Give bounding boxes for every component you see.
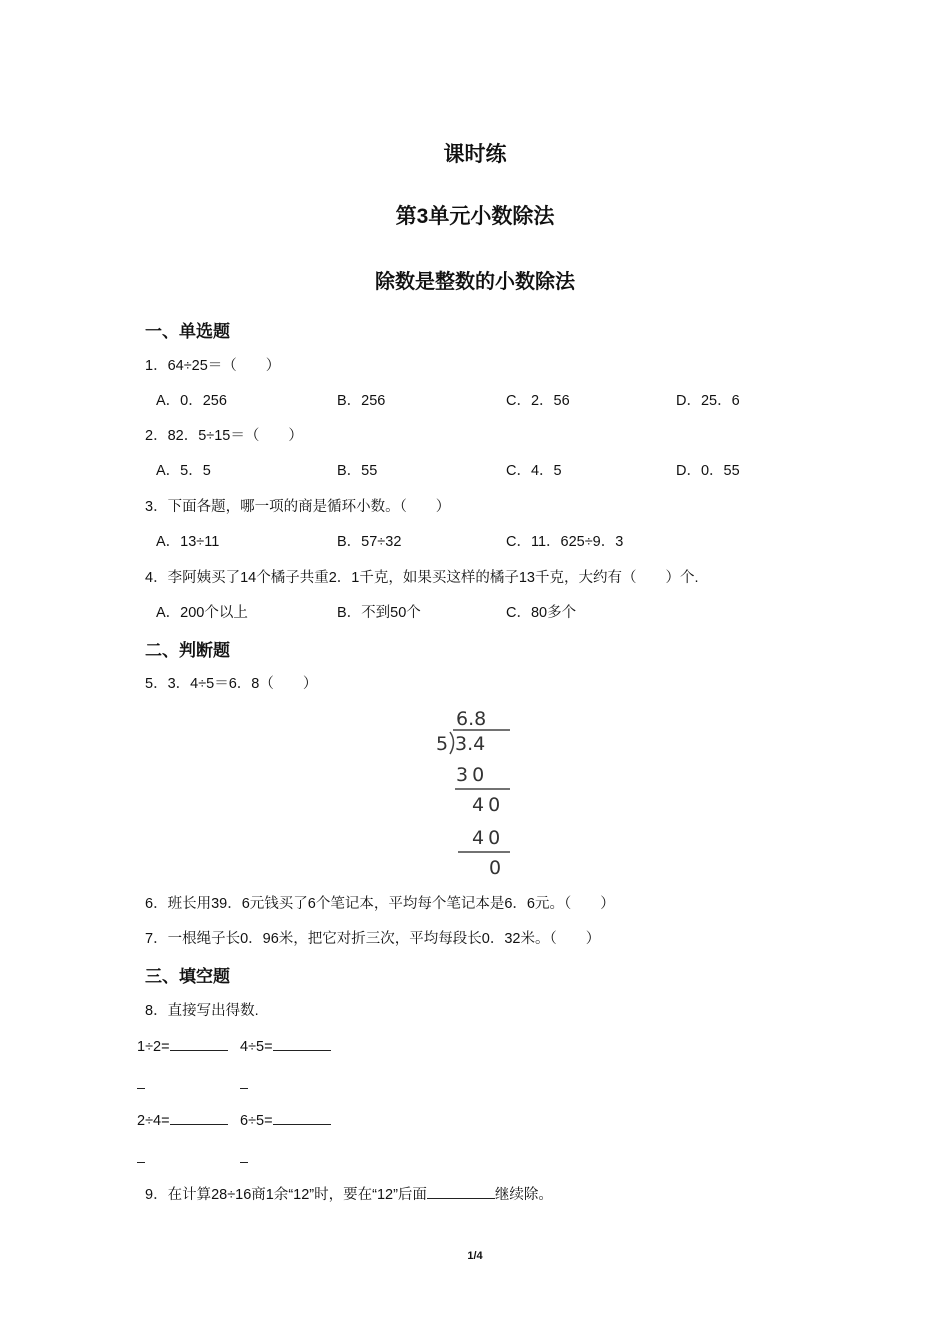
q3-option-a: A．13÷11 — [156, 534, 220, 550]
q8-item-3 — [137, 1110, 228, 1129]
section-single-choice: 一、单选题 — [145, 322, 230, 341]
lesson-title: 除数是整数的小数除法 — [375, 271, 575, 293]
question-2: 2．82．5÷15＝（ ） — [145, 428, 303, 444]
q9-text-after: 继续除。 — [494, 1187, 553, 1203]
q1-option-c: C．2．56 — [506, 393, 570, 409]
q1-option-b: B．256 — [337, 393, 386, 409]
division-step-3: 40 — [472, 827, 505, 849]
page-number: 1/4 — [467, 1250, 483, 1262]
long-division-figure — [430, 702, 520, 880]
q1-option-d: D．25．6 — [676, 393, 740, 409]
q3-option-c: C．11．625÷9．3 — [506, 534, 624, 550]
question-9 — [145, 1183, 553, 1204]
q1-option-a: A．0．256 — [156, 393, 227, 409]
q8-item-4 — [240, 1110, 331, 1129]
q8-item-3-label: 2÷4= — [137, 1113, 170, 1129]
q3-option-b: B．57÷32 — [337, 534, 402, 550]
q8-item-3-blank[interactable] — [170, 1110, 228, 1125]
q8-item-1 — [137, 1036, 228, 1055]
division-divisor: 5 — [436, 733, 449, 755]
q9-blank[interactable] — [427, 1184, 495, 1199]
q8-item-2-blank[interactable] — [273, 1036, 331, 1051]
q4-option-c: C．80多个 — [506, 605, 577, 621]
q4-option-a: A．200个以上 — [156, 605, 248, 621]
q2-option-a: A．5．5 — [156, 463, 211, 479]
question-3: 3．下面各题，哪一项的商是循环小数。（ ） — [145, 499, 451, 515]
q8-item-4-blank[interactable] — [273, 1110, 331, 1125]
question-4: 4．李阿姨买了14个橘子共重2．1千克，如果买这样的橘子13千克，大约有（ ）个. — [145, 570, 699, 586]
question-5: 5．3．4÷5＝6．8（ ） — [145, 676, 318, 692]
q8-item-2 — [240, 1036, 331, 1055]
q8-item-1-blank[interactable] — [170, 1036, 228, 1051]
division-bracket — [450, 732, 454, 754]
q8-item-2-blank-continued — [240, 1076, 248, 1094]
q8-item-1-label: 1÷2= — [137, 1039, 170, 1055]
division-remainder: 0 — [489, 857, 502, 879]
question-7: 7．一根绳子长0．96米，把它对折三次，平均每段长0．32米。（ ） — [145, 931, 601, 947]
q8-item-1-blank-continued — [137, 1076, 145, 1094]
q8-item-4-blank-continued — [240, 1150, 248, 1168]
page-title: 课时练 — [443, 143, 507, 166]
division-quotient: 6.8 — [456, 708, 487, 730]
division-step-2: 40 — [472, 794, 505, 816]
q2-option-b: B．55 — [337, 463, 378, 479]
division-dividend: 3.4 — [455, 733, 486, 755]
question-6: 6．班长用39．6元钱买了6个笔记本，平均每个笔记本是6．6元。（ ） — [145, 896, 615, 912]
q2-option-c: C．4．5 — [506, 463, 562, 479]
q8-item-3-blank-continued — [137, 1150, 145, 1168]
division-step-1: 30 — [456, 764, 489, 786]
question-1: 1．64÷25＝（ ） — [145, 358, 281, 374]
q2-option-d: D．0．55 — [676, 463, 740, 479]
q4-option-b: B．不到50个 — [337, 605, 421, 621]
q9-text-before: 9．在计算28÷16商1余“12”时，要在“12”后面 — [145, 1187, 427, 1203]
question-8: 8．直接写出得数. — [145, 1003, 259, 1019]
unit-title: 第3单元小数除法 — [395, 205, 555, 228]
q8-item-2-label: 4÷5= — [240, 1039, 273, 1055]
q8-item-4-label: 6÷5= — [240, 1113, 273, 1129]
section-fill-blank: 三、填空题 — [145, 967, 230, 986]
section-true-false: 二、判断题 — [145, 641, 230, 660]
